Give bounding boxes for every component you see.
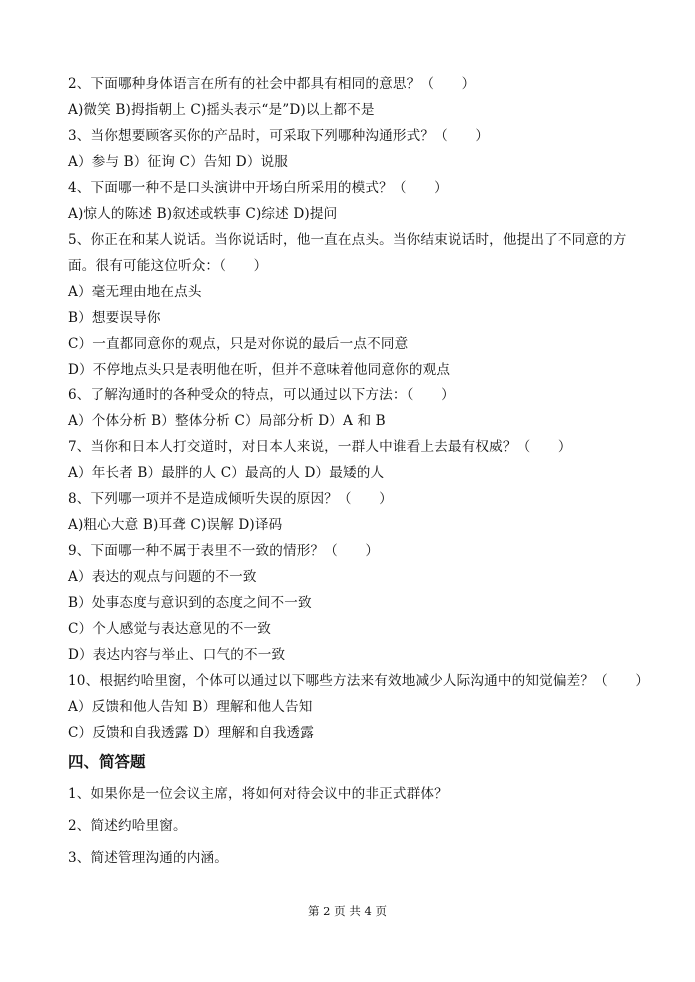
question-3-options: A）参与 B）征询 C）告知 D）说服 (68, 154, 289, 170)
question-3: 3、当你想要顾客买你的产品时，可采取下列哪种沟通形式？（ ） (68, 128, 490, 144)
question-5-option-d: D）不停地点头只是表明他在听，但并不意味着他同意你的观点 (68, 362, 451, 378)
question-5-cont: 面。很有可能这位听众：（ ） (68, 258, 268, 274)
question-5-option-c: C）一直都同意你的观点，只是对你说的最后一点不同意 (68, 336, 409, 352)
question-10-options-ab: A）反馈和他人告知 B）理解和他人告知 (68, 699, 313, 715)
question-10: 10、根据约哈里窗，个体可以通过以下哪些方法来有效地减少人际沟通中的知觉偏差？（ ） (68, 673, 650, 689)
question-5: 5、你正在和某人说话。当你说话时，他一直在点头。当你结束说话时，他提出了不同意的方 (68, 232, 627, 248)
question-10-options-cd: C）反馈和自我透露 D）理解和自我透露 (68, 725, 314, 741)
question-9-option-d: D）表达内容与举止、口气的不一致 (68, 647, 286, 663)
question-5-option-b: B）想要误导你 (68, 310, 161, 326)
page-footer: 第 2 页 共 4 页 (308, 904, 387, 918)
short-answer-3: 3、简述管理沟通的内涵。 (68, 850, 228, 866)
short-answer-2: 2、简述约哈里窗。 (68, 818, 187, 834)
question-9: 9、下面哪一种不属于表里不一致的情形？（ ） (68, 543, 380, 559)
question-2: 2、下面哪种身体语言在所有的社会中都具有相同的意思？（ ） (68, 76, 476, 92)
question-5-option-a: A）毫无理由地在点头 (68, 284, 202, 300)
question-9-option-a: A）表达的观点与问题的不一致 (68, 569, 257, 585)
question-4: 4、下面哪一种不是口头演讲中开场白所采用的模式？（ ） (68, 180, 448, 196)
question-7-options: A）年长者 B）最胖的人 C）最高的人 D）最矮的人 (68, 465, 385, 481)
question-6: 6、了解沟通时的各种受众的特点，可以通过以下方法：（ ） (68, 387, 455, 403)
short-answer-1: 1、如果你是一位会议主席，将如何对待会议中的非正式群体？ (68, 786, 448, 802)
question-7: 7、当你和日本人打交道时，对日本人来说，一群人中谁看上去最有权威？（ ） (68, 439, 572, 455)
question-6-options: A）个体分析 B）整体分析 C）局部分析 D）A 和 B (68, 413, 386, 429)
question-9-option-c: C）个人感觉与表达意见的不一致 (68, 621, 271, 637)
question-4-options: A)惊人的陈述 B)叙述或轶事 C)综述 D)提问 (68, 206, 338, 222)
question-2-options: A)微笑 B)拇指朝上 C)摇头表示“是”D)以上都不是 (68, 102, 375, 118)
section-title: 四、简答题 (68, 753, 146, 771)
question-9-option-b: B）处事态度与意识到的态度之间不一致 (68, 595, 312, 611)
question-8: 8、下列哪一项并不是造成倾听失误的原因？（ ） (68, 491, 393, 507)
question-8-options: A)粗心大意 B)耳聋 C)误解 D)译码 (68, 517, 283, 533)
